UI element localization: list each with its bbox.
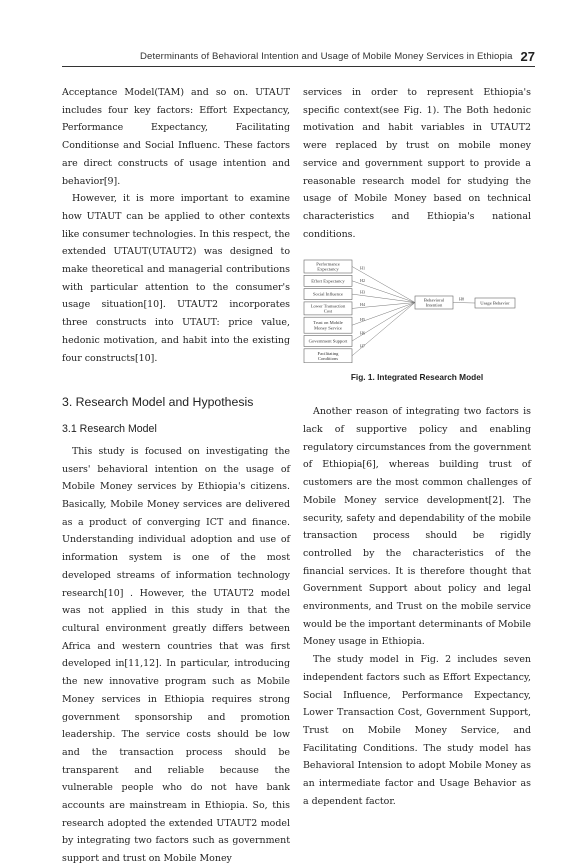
section-heading: 3. Research Model and Hypothesis [62, 395, 254, 410]
research-model-figure [303, 259, 531, 363]
factor-label: Expectancy [317, 267, 339, 273]
figure-caption: Fig. 1. Integrated Research Model [350, 372, 484, 383]
factor-label: Government Support [308, 338, 348, 344]
paragraph: This study is focused on investigating the users' behavioral intention on the usage of Mobile Money services by Ethiopia's citizens. Basically, Mobile Money services are delivered as a product of converging ICT and finance. Understanding individual adoption and use of information system is one of the most developed streams of information technology research[10] . However, the UTAUT2 model was not applied in this study in that the cultural environment greatly differs between Africa and western countries that was first developed in[11,12]. In particular, introducing the new innovative program such as Mobile Money services in Ethiopia requires strong government sponsorship and promotion leadership. The service costs should be low and the transaction process should be transparent and reliable because the vulnerable people who do not have bank accounts are mainstream in Ethiopia. So, this research adopted the extended UTAUT2 model by integrating two factors such as government support and trust on Mobile Money [62, 445, 290, 865]
intermediate-label: Intention [425, 303, 443, 309]
research-model-diagram [303, 259, 531, 363]
outcome-label: Usage Behavior [480, 300, 510, 306]
page-number: 27 [520, 49, 535, 64]
factor-label: Cost [323, 308, 333, 314]
running-title: Determinants of Behavioral Intention and Usage of Mobile Money Services in Ethiopia [140, 51, 513, 62]
factor-label: Lower Transaction [310, 303, 346, 309]
path-label: H7 [360, 343, 366, 349]
path-label: H1 [360, 265, 366, 271]
paragraph: The study model in Fig. 2 includes seven independent factors such as Effort Expectancy, Social Influence, Performance Expectancy, Lower Transaction Cost, Government Support, Trust on Mobile Money Service, and Facilitating Conditions. The study model has Behavioral Intension to adopt Mobile Money as an intermediate factor and Usage Behavior as a dependent factor. [303, 654, 531, 807]
path-label: H3 [360, 289, 366, 295]
paragraph: However, it is more important to examine how UTAUT can be applied to other contexts like consumer technologies. In this respect, the extended UTAUT(UTAUT2) was designed to make theoretical and managerial contributions with particular attention to the consumer's usage situation[10]. UTAUT2 incorporates three constructs into UTAUT: price value, hedonic motivation, and habit into the existing four constructs[10]. [62, 193, 290, 364]
paragraph: Another reason of integrating two factors is lack of supportive policy and enabling regulatory circumstances from the government of Ethiopia[6], whereas building trust of customers are the most common challenges of Mobile Money service development[2]. The security, safety and dependability of the mobile transaction process should be rigidly controlled by the characteristics of the financial services. It is therefore thought that Government Support about policy and legal environments, and Trust on the mobile service would be the important determinants of Mobile Money usage in Ethiopia. [303, 406, 531, 648]
factor-label: Conditions [317, 356, 339, 362]
right-column [303, 84, 531, 811]
factor-label: Facilitating [317, 351, 339, 357]
path-label: H6 [360, 330, 366, 336]
path-label: H8 [459, 296, 465, 302]
intermediate-label: Behavioral [423, 297, 445, 303]
path-label: H4 [360, 302, 366, 308]
left-column [62, 84, 290, 868]
factor-label: Performance [316, 261, 340, 267]
path-arrow [352, 267, 415, 303]
factor-label: Effort Expectancy [311, 278, 345, 284]
path-arrow [453, 303, 475, 304]
factor-label: Trust on Mobile [313, 320, 343, 326]
paragraph: services in order to represent Ethiopia's specific context(see Fig. 1). The Both hedonic motivation and habit variables in UTAUT2 were replaced by trust on mobile money service and government support to provide a reasonable research model for studying the usage of Mobile Money based on technical characteristics and Ethiopia's national conditions. [303, 87, 531, 240]
factor-label: Social Influence [313, 292, 343, 298]
path-label: H2 [360, 278, 366, 284]
factor-label: Money Service [314, 325, 342, 331]
path-label: H5 [360, 317, 366, 323]
paragraph: Acceptance Model(TAM) and so on. UTAUT includes four key factors: Effort Expectancy, Performance Expectancy, Facilitating Conditionse and Social Influenc. These factors are direct constructs of usage intention and behavior[9]. [62, 87, 290, 187]
subsection-heading: 3.1 Research Model [62, 423, 157, 436]
running-header [62, 44, 535, 67]
